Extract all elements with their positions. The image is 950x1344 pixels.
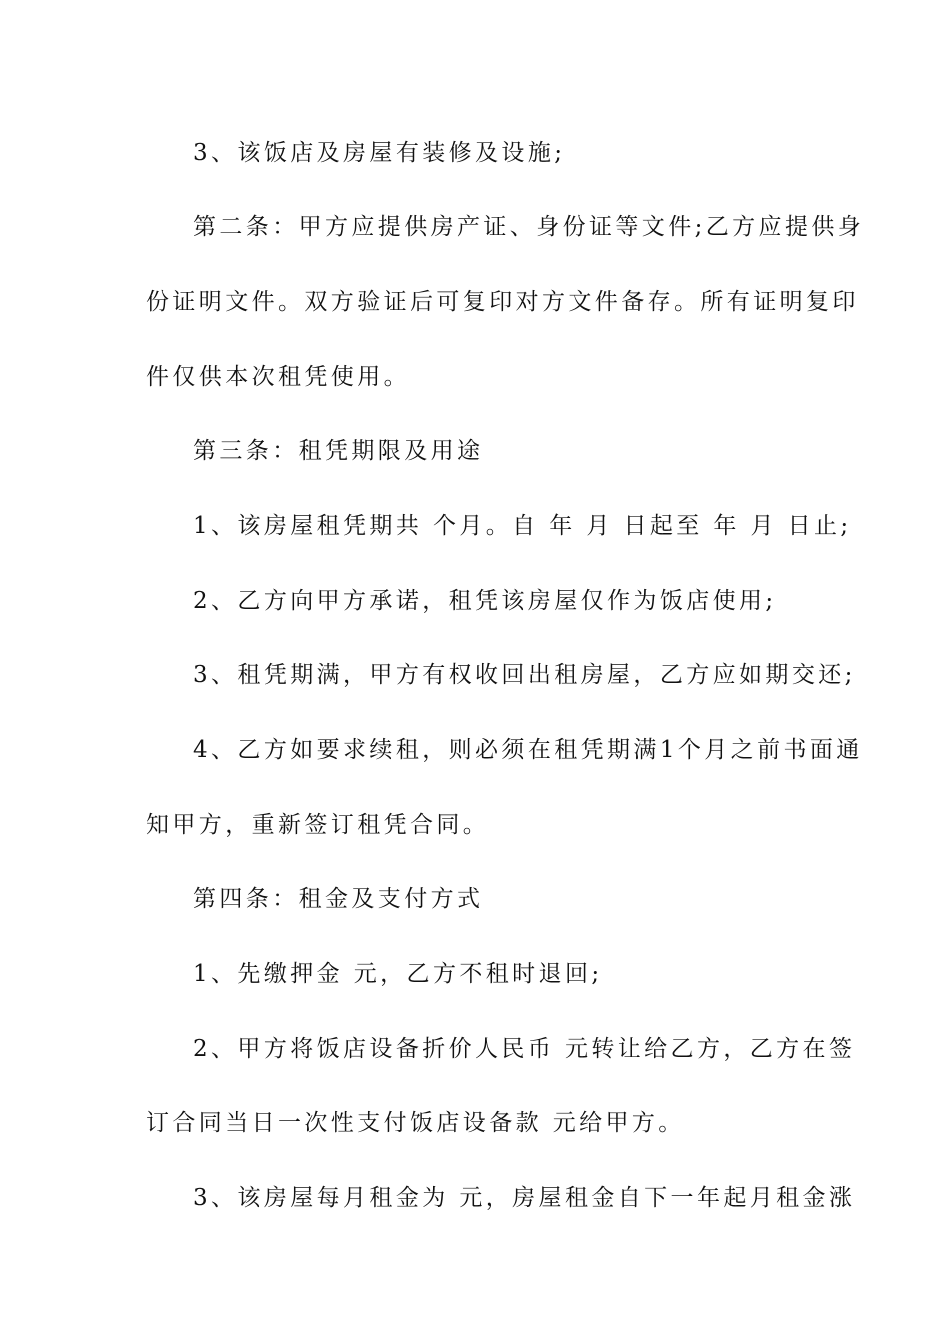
clause-1-item-3: 3、该饭店及房屋有装修及设施; — [193, 140, 566, 166]
article-3-item-1: 1、该房屋租凭期共 个月。自 年 月 日起至 年 月 日止; — [193, 513, 852, 539]
article-3-item-3: 3、租凭期满，甲方有权收回出租房屋，乙方应如期交还; — [193, 662, 856, 688]
article-3-item-4-continuation: 知甲方，重新签订租凭合同。 — [146, 812, 490, 838]
article-2-continuation-2: 件仅供本次租凭使用。 — [146, 364, 410, 390]
article-4-item-3: 3、该房屋每月租金为 元，房屋租金自下一年起月租金涨 — [193, 1185, 856, 1211]
article-4-item-2-continuation: 订合同当日一次性支付饭店设备款 元给甲方。 — [146, 1110, 685, 1136]
article-3-item-2: 2、乙方向甲方承诺，租凭该房屋仅作为饭店使用; — [193, 588, 777, 614]
article-4-heading: 第四条：租金及支付方式 — [193, 886, 484, 912]
article-4-item-1: 1、先缴押金 元，乙方不租时退回; — [193, 961, 603, 987]
article-2-continuation-1: 份证明文件。双方验证后可复印对方文件备存。所有证明复印 — [146, 289, 859, 315]
article-2-heading: 第二条：甲方应提供房产证、身份证等文件;乙方应提供身 — [193, 214, 865, 240]
article-3-heading: 第三条：租凭期限及用途 — [193, 438, 484, 464]
article-3-item-4: 4、乙方如要求续租，则必须在租凭期满1个月之前书面通 — [193, 737, 863, 763]
article-4-item-2: 2、甲方将饭店设备折价人民币 元转让给乙方，乙方在签 — [193, 1036, 856, 1062]
